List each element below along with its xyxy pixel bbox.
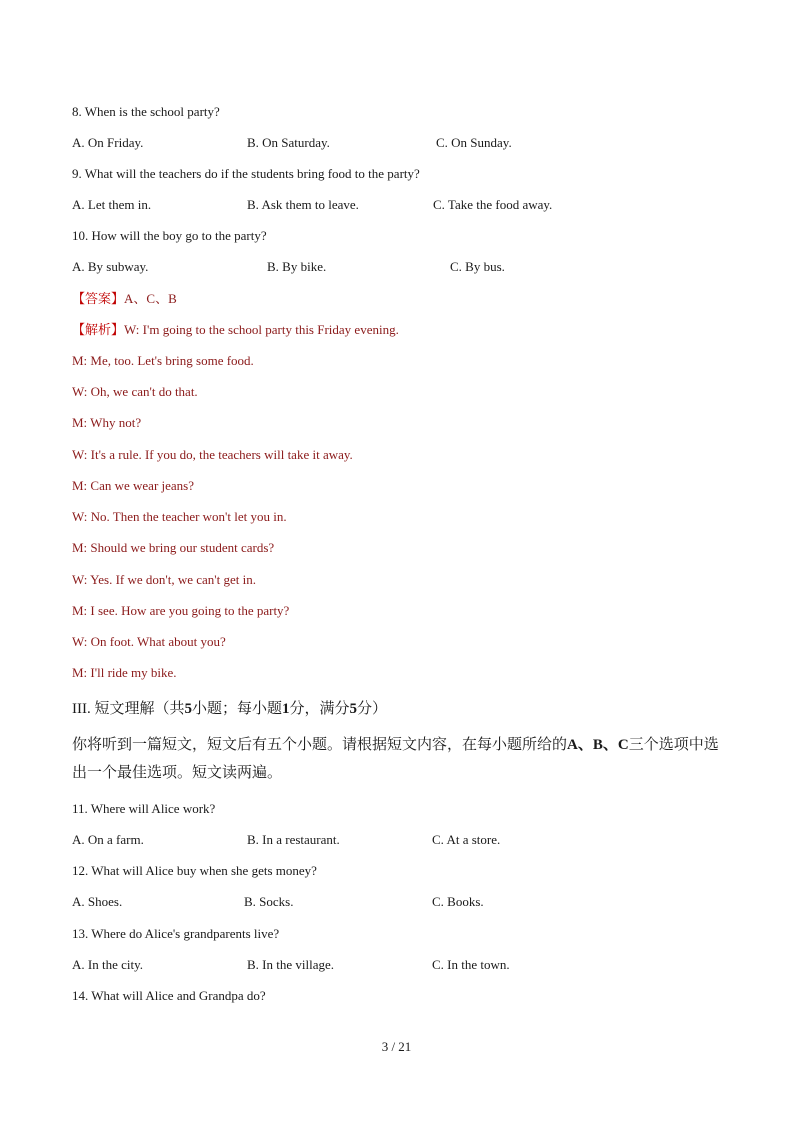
question-8-option-a: A. On Friday.	[72, 135, 144, 150]
question-13-option-b: B. In the village.	[247, 957, 335, 972]
question-9-stem: 9. What will the teachers do if the students bring food to the party?	[72, 166, 420, 181]
question-10-option-a: A. By subway.	[72, 259, 149, 274]
page-number: 3 / 21	[381, 1039, 412, 1054]
analysis-label: 【解析】	[72, 322, 125, 337]
instructions-part1: 你将听到一篇短文，短文后有五个小题。请根据短文内容，在每小题所给的	[72, 737, 568, 753]
section-heading	[72, 699, 387, 719]
answer-value: A、C、B	[124, 291, 177, 306]
analysis-line-1: W: I'm going to the school party this Friday evening.	[124, 322, 399, 337]
question-12-option-c: C. Books.	[432, 894, 484, 909]
question-11-stem: 11. Where will Alice work?	[72, 801, 216, 816]
section-suffix: 分）	[357, 701, 388, 717]
section-mid2: 分，满分	[289, 701, 350, 717]
section-mid1: 小题；每小题	[192, 701, 283, 717]
question-11-option-a: A. On a farm.	[72, 832, 144, 847]
analysis-line: W: Yes. If we don't, we can't get in.	[72, 572, 256, 587]
question-12-option-b: B. Socks.	[244, 894, 294, 909]
question-9-option-c: C. Take the food away.	[433, 197, 553, 212]
question-10-option-c: C. By bus.	[450, 259, 505, 274]
section-count: 5	[184, 701, 192, 717]
question-8-option-c: C. On Sunday.	[436, 135, 512, 150]
instructions-letters: A、B、C	[567, 737, 629, 753]
analysis-line: M: I'll ride my bike.	[72, 665, 177, 680]
question-11-option-c: C. At a store.	[432, 832, 501, 847]
analysis-line: M: Me, too. Let's bring some food.	[72, 353, 254, 368]
analysis-first-line	[72, 322, 399, 338]
question-14-stem: 14. What will Alice and Grandpa do?	[72, 988, 266, 1003]
question-11-option-b: B. In a restaurant.	[247, 832, 340, 847]
question-12-stem: 12. What will Alice buy when she gets money?	[72, 863, 317, 878]
question-8-option-b: B. On Saturday.	[247, 135, 330, 150]
analysis-line: W: Oh, we can't do that.	[72, 384, 198, 399]
analysis-line: W: No. Then the teacher won't let you in.	[72, 509, 287, 524]
question-13-option-c: C. In the town.	[432, 957, 510, 972]
question-13-option-a: A. In the city.	[72, 957, 143, 972]
answer-line	[72, 291, 177, 307]
section-total: 5	[349, 701, 358, 717]
question-12-option-a: A. Shoes.	[72, 894, 123, 909]
analysis-line: W: On foot. What about you?	[72, 634, 226, 649]
section-prefix: III. 短文理解（共	[72, 701, 185, 717]
analysis-line: M: Should we bring our student cards?	[72, 540, 275, 555]
analysis-line: M: Can we wear jeans?	[72, 478, 195, 493]
analysis-line: M: Why not?	[72, 415, 142, 430]
section-per: 1	[282, 701, 290, 717]
question-9-option-b: B. Ask them to leave.	[247, 197, 359, 212]
question-10-option-b: B. By bike.	[267, 259, 327, 274]
answer-label: 【答案】	[72, 291, 125, 306]
instructions-part2: 三个选项中选出一个最佳选项。短文读两遍。	[72, 737, 719, 781]
question-10-stem: 10. How will the boy go to the party?	[72, 228, 267, 243]
question-13-stem: 13. Where do Alice's grandparents live?	[72, 926, 280, 941]
analysis-line: M: I see. How are you going to the party?	[72, 603, 290, 618]
analysis-line: W: It's a rule. If you do, the teachers will take it away.	[72, 447, 353, 462]
question-9-option-a: A. Let them in.	[72, 197, 152, 212]
section-instructions	[72, 731, 732, 787]
question-8-stem: 8. When is the school party?	[72, 104, 220, 119]
